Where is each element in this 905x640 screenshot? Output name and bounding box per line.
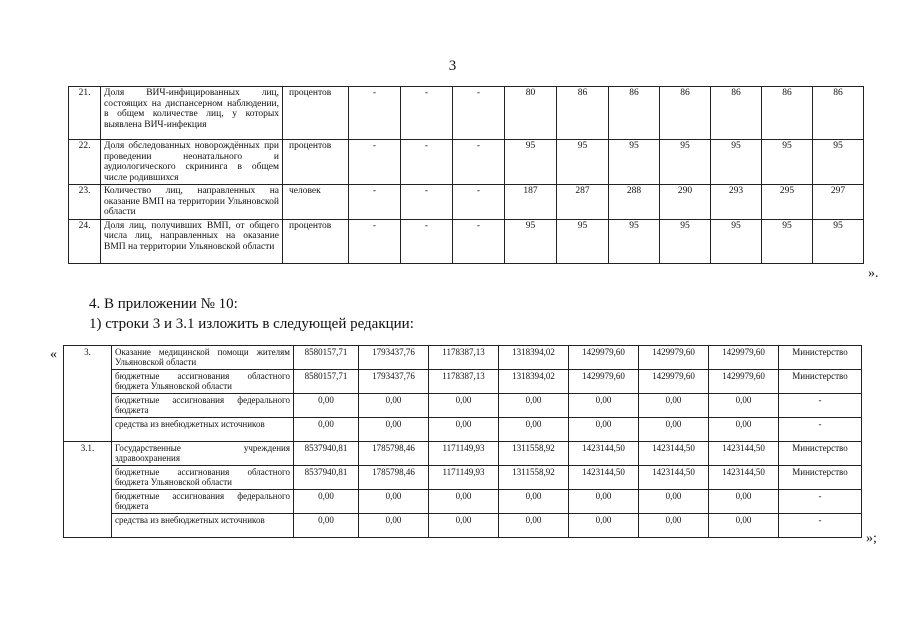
amount-cell: 1318394,02	[499, 346, 569, 370]
amount-cell: 1178387,13	[429, 346, 499, 370]
funding-source-name: бюджетные ассигнования областного бюджета Ульяновской области	[112, 466, 294, 490]
amount-cell: 1429979,60	[639, 370, 709, 394]
value-cell: 95	[505, 140, 557, 185]
amount-cell: 1429979,60	[639, 346, 709, 370]
amount-cell: 0,00	[429, 490, 499, 514]
table-row	[64, 514, 862, 538]
value-cell: -	[349, 140, 401, 185]
value-cell: 295	[762, 185, 813, 220]
amount-cell: 0,00	[569, 394, 639, 418]
table-row	[69, 87, 864, 140]
amount-cell: 1178387,13	[429, 370, 499, 394]
funding-source-name: бюджетные ассигнования федерального бюджета	[112, 394, 294, 418]
value-cell: 80	[505, 87, 557, 140]
block-number: 3.1.	[64, 442, 112, 538]
table-row	[64, 418, 862, 442]
amount-cell: 1423144,50	[569, 442, 639, 466]
row-number: 23.	[69, 185, 101, 220]
amount-cell: 1785798,46	[359, 466, 429, 490]
responsible-org: -	[779, 490, 862, 514]
indicators-table	[68, 86, 864, 264]
row-number: 24.	[69, 219, 101, 263]
amount-cell: 0,00	[429, 418, 499, 442]
funding-table	[63, 345, 862, 538]
value-cell: -	[401, 219, 453, 263]
amount-cell: 1311558,92	[499, 442, 569, 466]
funding-source-name: Оказание медицинской помощи жителям Ульяновской области	[112, 346, 294, 370]
amount-cell: 1171149,93	[429, 466, 499, 490]
responsible-org: Министерство	[779, 442, 862, 466]
funding-source-name: бюджетные ассигнования областного бюджета Ульяновской области	[112, 370, 294, 394]
indicator-name: Доля обследованных новорождённых при проведении неонатального и аудиологического скрининга в общем числе родившихся	[101, 140, 283, 185]
amount-cell: 0,00	[359, 514, 429, 538]
amount-cell: 1423144,50	[709, 466, 779, 490]
value-cell: 86	[813, 87, 864, 140]
value-cell: -	[453, 219, 505, 263]
value-cell: 95	[762, 140, 813, 185]
funding-source-name: бюджетные ассигнования федерального бюджета	[112, 490, 294, 514]
amount-cell: 1785798,46	[359, 442, 429, 466]
closing-quote-2: »;	[866, 531, 877, 546]
value-cell: 95	[557, 219, 609, 263]
amount-cell: 1318394,02	[499, 370, 569, 394]
responsible-org: -	[779, 394, 862, 418]
amount-cell: 0,00	[499, 490, 569, 514]
value-cell: -	[401, 140, 453, 185]
amount-cell: 0,00	[359, 394, 429, 418]
value-cell: 86	[660, 87, 711, 140]
amount-cell: 0,00	[639, 514, 709, 538]
amount-cell: 0,00	[294, 394, 359, 418]
value-cell: 86	[762, 87, 813, 140]
value-cell: 86	[557, 87, 609, 140]
value-cell: 288	[609, 185, 660, 220]
value-cell: 95	[660, 219, 711, 263]
row-number: 22.	[69, 140, 101, 185]
value-cell: 95	[711, 140, 762, 185]
unit-cell: процентов	[283, 219, 349, 263]
amount-cell: 0,00	[359, 490, 429, 514]
amount-cell: 0,00	[639, 394, 709, 418]
amount-cell: 0,00	[294, 514, 359, 538]
amount-cell: 1429979,60	[709, 370, 779, 394]
amount-cell: 0,00	[294, 490, 359, 514]
value-cell: -	[349, 219, 401, 263]
table-row	[64, 394, 862, 418]
amount-cell: 0,00	[499, 418, 569, 442]
amount-cell: 0,00	[499, 394, 569, 418]
amount-cell: 0,00	[429, 514, 499, 538]
table-row	[64, 346, 862, 370]
amount-cell: 0,00	[709, 394, 779, 418]
unit-cell: процентов	[283, 140, 349, 185]
amount-cell: 1311558,92	[499, 466, 569, 490]
amount-cell: 8537940,81	[294, 466, 359, 490]
amount-cell: 1423144,50	[639, 466, 709, 490]
value-cell: 95	[609, 219, 660, 263]
table-row	[64, 466, 862, 490]
amount-cell: 1793437,76	[359, 370, 429, 394]
amount-cell: 0,00	[359, 418, 429, 442]
amount-cell: 0,00	[639, 418, 709, 442]
responsible-org: -	[779, 418, 862, 442]
value-cell: 95	[505, 219, 557, 263]
value-cell: -	[453, 87, 505, 140]
block-number: 3.	[64, 346, 112, 442]
table-row	[69, 219, 864, 263]
responsible-org: Министерство	[779, 346, 862, 370]
amount-cell: 1423144,50	[639, 442, 709, 466]
table-row	[64, 442, 862, 466]
responsible-org: -	[779, 514, 862, 538]
responsible-org: Министерство	[779, 466, 862, 490]
value-cell: -	[453, 185, 505, 220]
value-cell: 297	[813, 185, 864, 220]
value-cell: 95	[557, 140, 609, 185]
value-cell: 95	[813, 219, 864, 263]
indicator-name: Доля ВИЧ-инфицированных лиц, состоящих на диспансерном наблюдении, в общем количестве лиц, у которых выявлена ВИЧ-инфекция	[101, 87, 283, 140]
amount-cell: 0,00	[569, 514, 639, 538]
closing-quote-1: ».	[868, 266, 879, 281]
amount-cell: 0,00	[709, 514, 779, 538]
funding-source-name: Государственные учреждения здравоохранения	[112, 442, 294, 466]
amount-cell: 0,00	[499, 514, 569, 538]
value-cell: -	[401, 87, 453, 140]
value-cell: -	[453, 140, 505, 185]
amount-cell: 0,00	[294, 418, 359, 442]
amount-cell: 1423144,50	[569, 466, 639, 490]
amount-cell: 0,00	[639, 490, 709, 514]
amount-cell: 1429979,60	[569, 346, 639, 370]
amount-cell: 8580157,71	[294, 346, 359, 370]
indicator-name: Доля лиц, получивших ВМП, от общего числа лиц, направленных на оказание ВМП на территории Ульяновской области	[101, 219, 283, 263]
page-number: 3	[448, 58, 457, 74]
paragraph-instruction: 1) строки 3 и 3.1 изложить в следующей редакции:	[89, 316, 414, 332]
value-cell: 86	[711, 87, 762, 140]
value-cell: -	[349, 185, 401, 220]
responsible-org: Министерство	[779, 370, 862, 394]
amount-cell: 8580157,71	[294, 370, 359, 394]
amount-cell: 1171149,93	[429, 442, 499, 466]
value-cell: 95	[660, 140, 711, 185]
amount-cell: 0,00	[709, 490, 779, 514]
value-cell: 293	[711, 185, 762, 220]
table-row	[69, 140, 864, 185]
amount-cell: 1793437,76	[359, 346, 429, 370]
table-row	[64, 490, 862, 514]
unit-cell: человек	[283, 185, 349, 220]
indicator-name: Количество лиц, направленных на оказание ВМП на территории Ульяновской области	[101, 185, 283, 220]
funding-source-name: средства из внебюджетных источников	[112, 514, 294, 538]
value-cell: 287	[557, 185, 609, 220]
value-cell: 95	[762, 219, 813, 263]
value-cell: 95	[609, 140, 660, 185]
value-cell: -	[349, 87, 401, 140]
amount-cell: 0,00	[569, 418, 639, 442]
amount-cell: 0,00	[429, 394, 499, 418]
value-cell: -	[401, 185, 453, 220]
amount-cell: 0,00	[569, 490, 639, 514]
amount-cell: 1423144,50	[709, 442, 779, 466]
unit-cell: процентов	[283, 87, 349, 140]
value-cell: 86	[609, 87, 660, 140]
row-number: 21.	[69, 87, 101, 140]
amount-cell: 1429979,60	[569, 370, 639, 394]
paragraph-appendix: 4. В приложении № 10:	[89, 296, 238, 312]
opening-quote-2: «	[50, 347, 57, 362]
value-cell: 290	[660, 185, 711, 220]
value-cell: 187	[505, 185, 557, 220]
amount-cell: 8537940,81	[294, 442, 359, 466]
funding-source-name: средства из внебюджетных источников	[112, 418, 294, 442]
amount-cell: 0,00	[709, 418, 779, 442]
value-cell: 95	[813, 140, 864, 185]
table-row	[69, 185, 864, 220]
value-cell: 95	[711, 219, 762, 263]
table-row	[64, 370, 862, 394]
amount-cell: 1429979,60	[709, 346, 779, 370]
